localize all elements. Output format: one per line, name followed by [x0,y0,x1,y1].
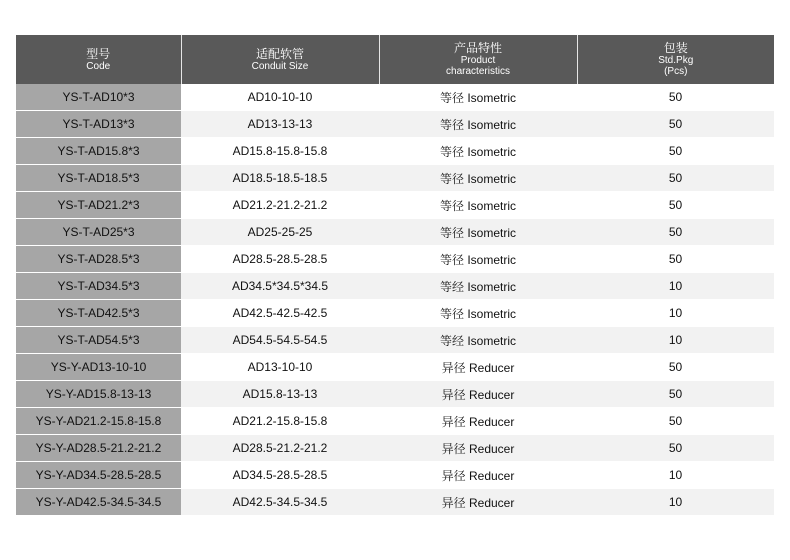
cell-code: YS-T-AD18.5*3 [16,165,181,192]
cell-code: YS-Y-AD21.2-15.8-15.8 [16,408,181,435]
header-std-pkg-zh: 包装 [663,41,688,55]
cell-characteristics: 异径 Reducer [379,408,577,435]
header-characteristics-en2: characteristics [446,66,510,77]
cell-characteristics: 异径 Reducer [379,462,577,489]
cell-conduit-size: AD34.5*34.5*34.5 [181,273,379,300]
table-row [16,84,774,111]
header-characteristics-zh: 产品特性 [453,41,502,55]
cell-std-pkg: 50 [577,219,774,246]
cell-characteristics: 等径 Isometric [379,111,577,138]
cell-std-pkg: 10 [577,300,774,327]
table-row [16,462,774,489]
table-body [16,84,774,516]
cell-conduit-size: AD18.5-18.5-18.5 [181,165,379,192]
cell-conduit-size: AD15.8-13-13 [181,381,379,408]
cell-std-pkg: 50 [577,435,774,462]
cell-conduit-size: AD21.2-21.2-21.2 [181,192,379,219]
cell-conduit-size: AD28.5-28.5-28.5 [181,246,379,273]
cell-characteristics: 等径 Isometric [379,219,577,246]
header-code-en: Code [86,60,111,72]
cell-characteristics: 异径 Reducer [379,381,577,408]
cell-code: YS-T-AD25*3 [16,219,181,246]
cell-characteristics: 等经 Isometric [379,327,577,354]
header-row [16,35,774,84]
cell-std-pkg: 50 [577,138,774,165]
cell-characteristics: 等径 Isometric [379,192,577,219]
header-code [16,35,181,84]
cell-conduit-size: AD42.5-42.5-42.5 [181,300,379,327]
cell-std-pkg: 50 [577,111,774,138]
cell-code: YS-T-AD13*3 [16,111,181,138]
cell-std-pkg: 50 [577,408,774,435]
cell-characteristics: 等径 Isometric [379,84,577,111]
cell-characteristics: 异径 Reducer [379,435,577,462]
table-row [16,381,774,408]
cell-code: YS-Y-AD42.5-34.5-34.5 [16,489,181,516]
cell-characteristics: 等径 Isometric [379,138,577,165]
cell-code: YS-T-AD10*3 [16,84,181,111]
cell-conduit-size: AD34.5-28.5-28.5 [181,462,379,489]
table-row [16,273,774,300]
table-row [16,435,774,462]
cell-code: YS-T-AD34.5*3 [16,273,181,300]
cell-characteristics: 等经 Isometric [379,273,577,300]
header-std-pkg [577,35,774,84]
cell-conduit-size: AD42.5-34.5-34.5 [181,489,379,516]
cell-conduit-size: AD25-25-25 [181,219,379,246]
cell-code: YS-T-AD21.2*3 [16,192,181,219]
cell-std-pkg: 50 [577,354,774,381]
cell-code: YS-T-AD42.5*3 [16,300,181,327]
table-header [16,35,774,84]
cell-std-pkg: 10 [577,273,774,300]
cell-characteristics: 等径 Isometric [379,165,577,192]
table-row [16,246,774,273]
cell-std-pkg: 50 [577,165,774,192]
header-conduit-size [181,35,379,84]
cell-std-pkg: 50 [577,84,774,111]
cell-std-pkg: 50 [577,192,774,219]
cell-code: YS-Y-AD28.5-21.2-21.2 [16,435,181,462]
cell-code: YS-T-AD28.5*3 [16,246,181,273]
cell-conduit-size: AD28.5-21.2-21.2 [181,435,379,462]
table-row [16,138,774,165]
cell-conduit-size: AD15.8-15.8-15.8 [181,138,379,165]
header-characteristics-en: Product [460,55,496,66]
table-row [16,327,774,354]
cell-code: YS-Y-AD34.5-28.5-28.5 [16,462,181,489]
table-row [16,354,774,381]
header-std-pkg-en: Std.Pkg [658,55,694,66]
header-std-pkg-en2: (Pcs) [664,66,688,77]
cell-code: YS-T-AD15.8*3 [16,138,181,165]
cell-code: YS-Y-AD15.8-13-13 [16,381,181,408]
cell-conduit-size: AD54.5-54.5-54.5 [181,327,379,354]
table-row [16,219,774,246]
header-characteristics [379,35,577,84]
cell-std-pkg: 50 [577,381,774,408]
table-row [16,165,774,192]
cell-std-pkg: 10 [577,327,774,354]
cell-characteristics: 等径 Isometric [379,300,577,327]
header-conduit-size-en: Conduit Size [251,60,309,72]
cell-conduit-size: AD13-10-10 [181,354,379,381]
table-row [16,408,774,435]
cell-code: YS-Y-AD13-10-10 [16,354,181,381]
cell-conduit-size: AD10-10-10 [181,84,379,111]
cell-code: YS-T-AD54.5*3 [16,327,181,354]
cell-characteristics: 异径 Reducer [379,354,577,381]
cell-characteristics: 等径 Isometric [379,246,577,273]
header-conduit-size-zh: 适配软管 [255,46,304,61]
header-code-zh: 型号 [86,46,111,61]
cell-conduit-size: AD21.2-15.8-15.8 [181,408,379,435]
cell-conduit-size: AD13-13-13 [181,111,379,138]
table-row [16,300,774,327]
cell-std-pkg: 10 [577,489,774,516]
table-row [16,111,774,138]
cell-std-pkg: 50 [577,246,774,273]
table-row [16,489,774,516]
spec-table [16,35,774,516]
table-row [16,192,774,219]
cell-characteristics: 异径 Reducer [379,489,577,516]
cell-std-pkg: 10 [577,462,774,489]
